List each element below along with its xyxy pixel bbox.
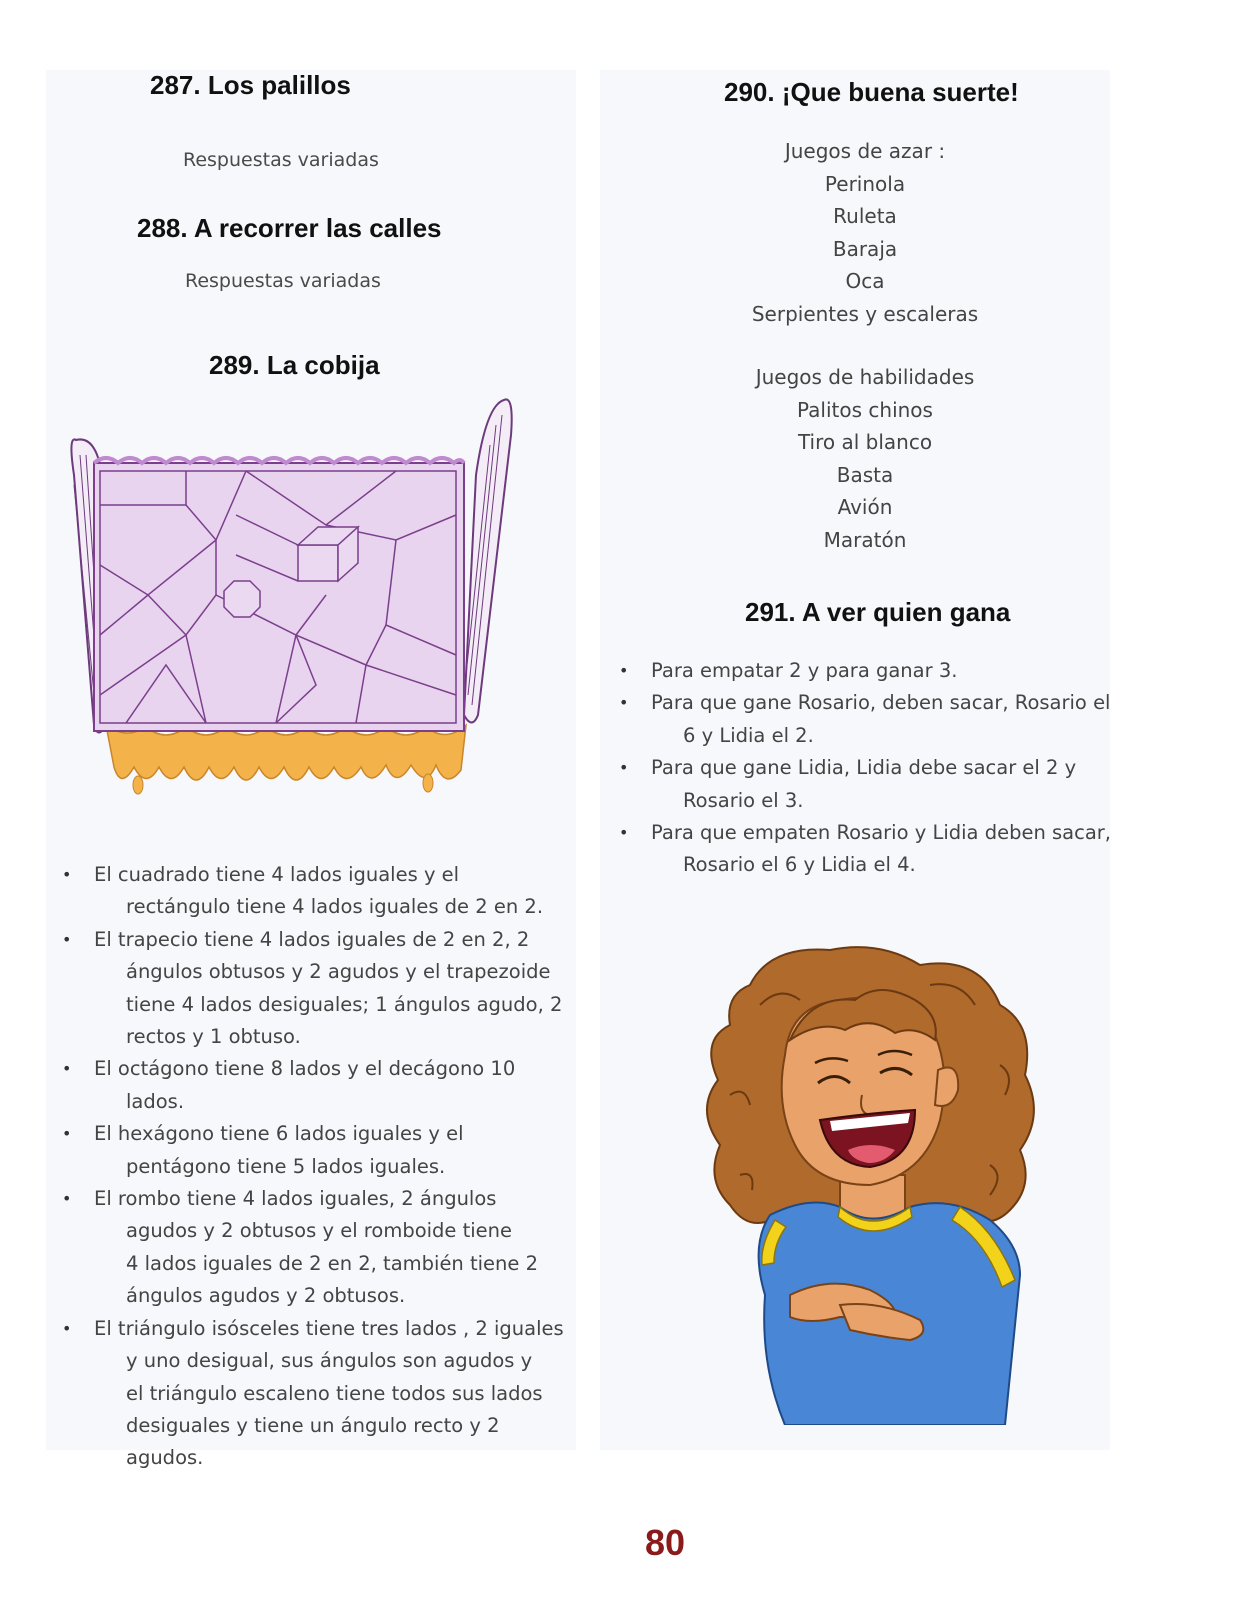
list-item: • El hexágono tiene 6 lados iguales y el pentágono tiene 5 lados iguales.	[64, 1118, 584, 1183]
list-item: • El trapecio tiene 4 lados iguales de 2 en 2, 2 ángulos obtusos y 2 agudos y el trapezoide tiene 4 lados desiguales; 1 ángulos agudo, 2 rectos y 1 obtuso.	[64, 924, 584, 1054]
list-item: • Para que empaten Rosario y Lidia deben sacar, Rosario el 6 y Lidia el 4.	[621, 817, 1121, 882]
list-spacer	[700, 330, 1030, 361]
heading-azar: Juegos de azar :	[784, 139, 946, 163]
list-item: • El octágono tiene 8 lados y el decágono 10 lados.	[64, 1053, 584, 1118]
list-item: Oca	[845, 269, 885, 293]
list-item: Serpientes y escaleras	[751, 301, 979, 326]
list-item: • Para que gane Lidia, Lidia debe sacar el 2 y Rosario el 3.	[621, 752, 1121, 817]
laughing-child-illustration	[690, 945, 1070, 1425]
heading-291: 291. A ver quien gana	[745, 597, 1011, 627]
list-item: • Para empatar 2 y para ganar 3.	[621, 655, 1121, 687]
heading-290: 290. ¡Que buena suerte!	[724, 77, 1019, 107]
list-item: Perinola	[824, 171, 906, 196]
list-291	[621, 655, 1121, 882]
list-item: Basta	[836, 462, 894, 487]
list-item: Tiro al blanco	[797, 430, 933, 454]
answer-287: Respuestas variadas	[183, 149, 379, 171]
heading-habilidades: Juegos de habilidades	[755, 365, 975, 389]
heading-287: 287. Los palillos	[150, 70, 351, 100]
list-item: Baraja	[832, 236, 898, 261]
list-item: • El triángulo isósceles tiene tres lados , 2 iguales y uno desigual, sus ángulos son agudos y el triángulo escaleno tiene todos sus lados desiguales y tiene un ángulo recto y 2 agudos.	[64, 1313, 584, 1475]
list-item: • Para que gane Rosario, deben sacar, Rosario el 6 y Lidia el 2.	[621, 687, 1121, 752]
game-list	[700, 135, 1030, 556]
list-item: • El cuadrado tiene 4 lados iguales y el rectángulo tiene 4 lados iguales de 2 en 2.	[64, 859, 584, 924]
list-289	[64, 859, 584, 1475]
heading-289: 289. La cobija	[209, 350, 380, 380]
answer-288: Respuestas variadas	[185, 270, 381, 292]
page-number: 80	[644, 1522, 686, 1563]
list-item: • El rombo tiene 4 lados iguales, 2 ángulos agudos y 2 obtusos y el romboide tiene 4 lados iguales de 2 en 2, también tiene 2 ángulos agudos y 2 obtusos.	[64, 1183, 584, 1313]
list-item: Maratón	[823, 527, 907, 552]
list-item: Ruleta	[833, 204, 897, 228]
list-item: Avión	[837, 495, 893, 519]
heading-288: 288. A recorrer las calles	[137, 213, 442, 243]
blanket-illustration	[66, 395, 516, 820]
list-item: Palitos chinos	[797, 397, 933, 422]
